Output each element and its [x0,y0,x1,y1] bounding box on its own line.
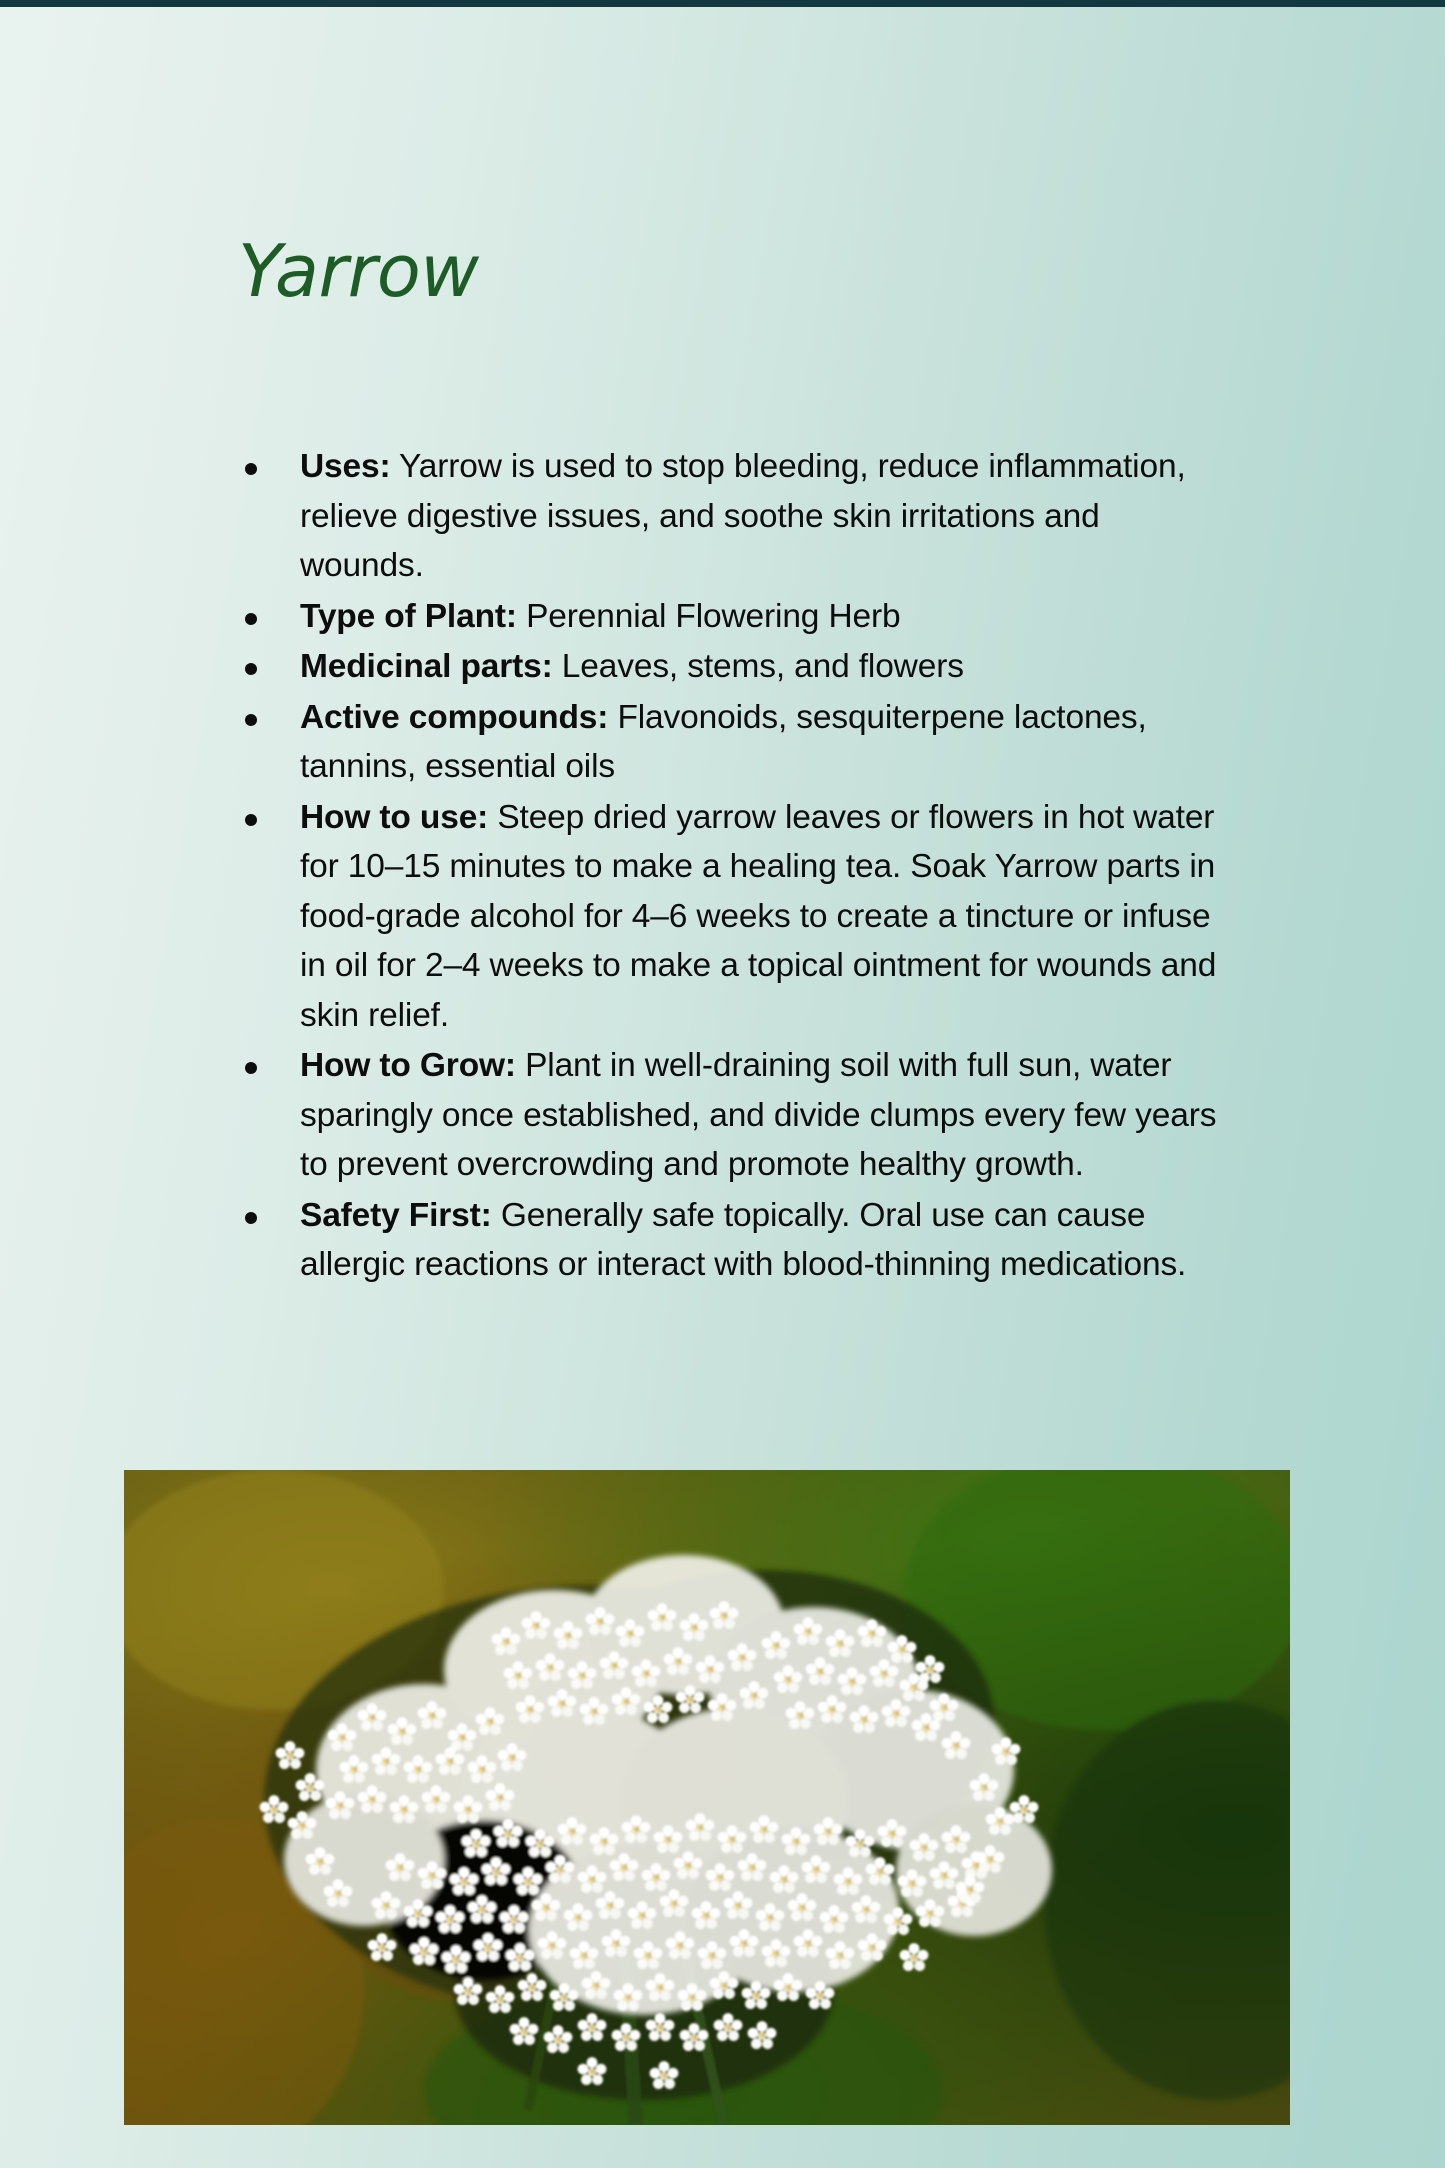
list-item [232,642,1222,692]
page-title: Yarrow [238,229,479,313]
bullet-body-text: Yarrow is used to stop bleeding, reduce inflammation, relieve digestive issues, and soothe skin irritations and wounds. [300,448,1186,584]
list-item [232,1041,1222,1190]
yarrow-photo-illustration [124,1470,1290,2125]
bullet-lead-label: Safety First: [300,1196,492,1234]
yarrow-photo [124,1470,1290,2125]
bullet-lead-label: How to use: [300,798,489,836]
list-item [232,693,1222,792]
bullet-lead-label: Type of Plant: [300,597,517,635]
bullet-body-text: Generally safe topically. Oral use can cause allergic reactions or interact with blood-thinning medications. [300,1196,1187,1283]
bullet-lead-label: How to Grow: [300,1047,516,1084]
top-accent-rule [0,0,1445,7]
bullet-body-text: Perennial Flowering Herb [516,597,901,635]
bullet-lead-label: Uses: [300,448,391,485]
bullet-lead-label: Active compounds: [300,698,609,736]
list-item [232,442,1222,591]
bullet-lead-label: Medicinal parts: [300,648,553,685]
bullet-body-text: Flavonoids, sesquiterpene lactones, tannins, essential oils [300,698,1147,785]
bullet-body-text: Steep dried yarrow leaves or flowers in hot water for 10–15 minutes to make a healing tea. Soak Yarrow parts in food-grade alcohol for 4–6 weeks to create a tincture or infuse in oil for 2–4 weeks to make a topical ointment for wounds and skin relief. [300,798,1217,1034]
list-item [232,793,1222,1041]
list-item [232,592,1222,642]
bullet-body-text: Leaves, stems, and flowers [552,648,964,685]
fact-bullet-list [232,442,1222,1291]
list-item [232,1191,1222,1290]
bullet-body-text: Plant in well-draining soil with full sun, water sparingly once established, and divide clumps every few years to prevent overcrowding and promote healthy growth. [300,1047,1217,1183]
